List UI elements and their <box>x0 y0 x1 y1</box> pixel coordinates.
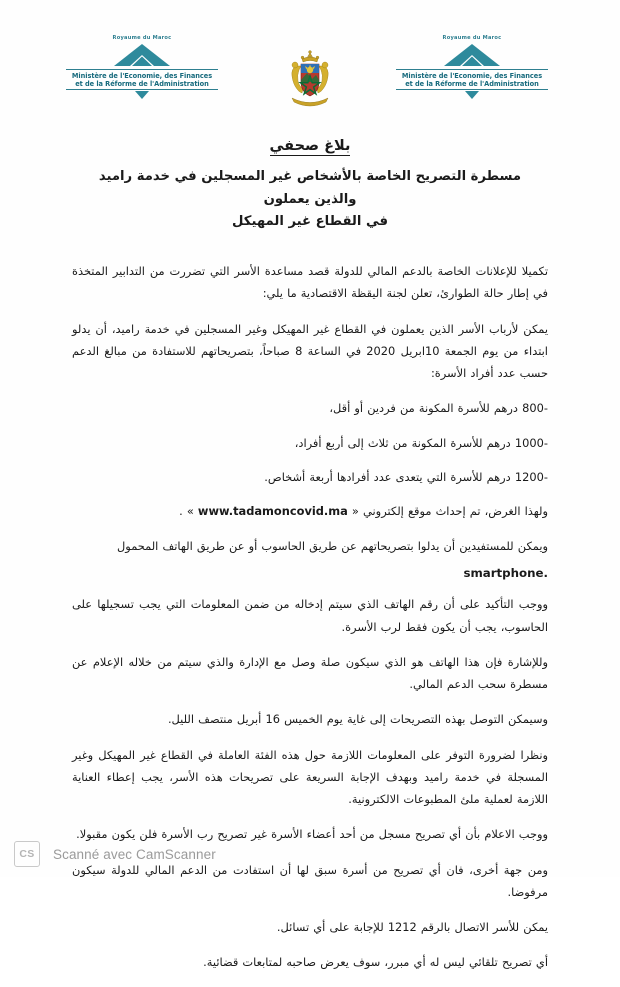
paragraph-phone-requirement: ووجب التأكيد على أن رقم الهاتف الذي سيتم إدخاله من ضمن المعلومات التي يجب تسجيلها على الحاسوب، يجب أن يكون فقط لرب الأسرة. <box>72 597 548 634</box>
list-item: -1000 درهم للأسرة المكونة من ثلاث إلى أربع أفراد، <box>294 435 548 450</box>
camscanner-logo-icon: CS <box>14 841 40 867</box>
document-masthead <box>0 0 620 112</box>
page-subtitle <box>95 166 525 234</box>
ministry-name-line1-right: Ministère de l'Economie, des Finances <box>401 71 543 80</box>
logo-divider-top-left <box>66 69 218 70</box>
ministry-chevron-icon-left <box>62 42 222 68</box>
paragraph-intro: تكميلا للإعلانات الخاصة بالدعم المالي للدولة قصد مساعدة الأسر التي تضررت من التدابير المتخذة في إطار حالة الطوارئ، تعلن لجنة اليقظة الاقتصادية ما يلي: <box>72 264 548 301</box>
paragraph-accuracy-notice: ونظرا لضرورة التوفر على المعلومات اللازمة حول هذه الفئة العاملة في القطاع غير المهيكل وغير المسجلة في خدمة راميد وبهدف الإجابة السريعة على تصريحات هذه الأسر، يجب إعطاء العناية اللازمة لعملية ملئ المطبوعات الالكترونية. <box>72 747 548 807</box>
ministry-logo-left <box>62 36 222 100</box>
website-sentence-suffix: » . <box>179 503 198 518</box>
page-title-text: بلاغ صحفي <box>269 138 351 154</box>
paragraph-website <box>72 500 548 522</box>
paragraph-hotline: يمكن للأسر الاتصال بالرقم 1212 للإجابة على أي تسائل. <box>276 920 548 935</box>
paragraph-channels: ويمكن للمستفيدين أن يدلوا بتصريحاتهم عن طريق الحاسوب أو عن طريق الهاتف المحمول <box>117 539 548 554</box>
ministry-name-line1-left: Ministère de l'Economie, des Finances <box>71 71 213 80</box>
camscanner-watermark <box>0 831 620 877</box>
camscanner-label: Scanné avec CamScanner <box>53 846 216 862</box>
smartphone-keyword: smartphone. <box>463 566 548 581</box>
list-item: -800 درهم للأسرة المكونة من فردين أو أقل، <box>329 401 548 416</box>
logo-divider-bottom-right <box>396 89 548 90</box>
page-subtitle-line2: في القطاع غير المهيكل <box>232 214 388 230</box>
coat-of-arms-icon <box>281 50 339 112</box>
list-item: -1200 درهم للأسرة التي يتعدى عدد أفرادها أربعة أشخاص. <box>264 469 548 484</box>
ministry-name-line2-left: et de la Réforme de l'Administration <box>75 79 209 88</box>
logo-divider-top-right <box>396 69 548 70</box>
paragraph-eligibility: يمكن لأرباب الأسر الذين يعملون في القطاع غير المهيكل وغير المسجلين في خدمة راميد، أن يدلو ابتداء من يوم الجمعة 10ابريل 2020 في الساعة 8 صباحاً، بتصريحاتهم للاستفادة من مبالغ الدعم حسب عدد أفراد الأسرة: <box>72 321 548 381</box>
paragraph-phone-contact-channel: وللإشارة فإن هذا الهاتف هو الذي سيكون صلة وصل مع الإدارة والذي سيتم من خلاله الإعلام عن مسطرة سحب الدعم المالي. <box>72 654 548 692</box>
ministry-name-line2-right: et de la Réforme de l'Administration <box>405 79 539 88</box>
document-body <box>72 260 548 986</box>
ministry-chevron-icon-right <box>392 42 552 68</box>
ministry-chevron-down-icon-right <box>392 91 552 100</box>
paragraph-duplicate-rejected: ومن جهة أخرى، فان أي تصريح من أسرة سبق لها أن استفادت من الدعم المالي للدولة سيكون مرفوضا. <box>72 862 548 899</box>
logo-kingdom-label-left: Royaume du Maroc <box>112 35 172 41</box>
paragraph-head-of-household-only: ووجب الاعلام بأن أي تصريح مسجل من أحد أعضاء الأسرة غير تصريح رب الأسرة فلن يكون مقبولا. <box>76 827 548 842</box>
website-sentence-prefix: ولهذا الغرض، تم إحداث موقع إلكتروني « <box>347 503 548 518</box>
page-title <box>0 138 620 154</box>
ministry-chevron-down-icon-left <box>62 91 222 100</box>
paragraph-legal-warning: أي تصريح تلقائي ليس له أي مبرر، سوف يعرض صاحبه لمتابعات قضائية. <box>203 955 548 970</box>
website-url[interactable]: www.tadamoncovid.ma <box>197 503 348 518</box>
ministry-logo-right <box>392 36 552 100</box>
logo-divider-bottom-left <box>66 89 218 90</box>
logo-kingdom-label-right: Royaume du Maroc <box>442 35 502 41</box>
paragraph-deadline: وسيمكن التوصل بهذه التصريحات إلى غاية يوم الخميس 16 أبريل منتصف الليل. <box>167 712 548 727</box>
page-subtitle-line1: مسطرة التصريح الخاصة بالأشخاص غير المسجلين في خدمة راميد والذين يعملون <box>98 169 522 207</box>
